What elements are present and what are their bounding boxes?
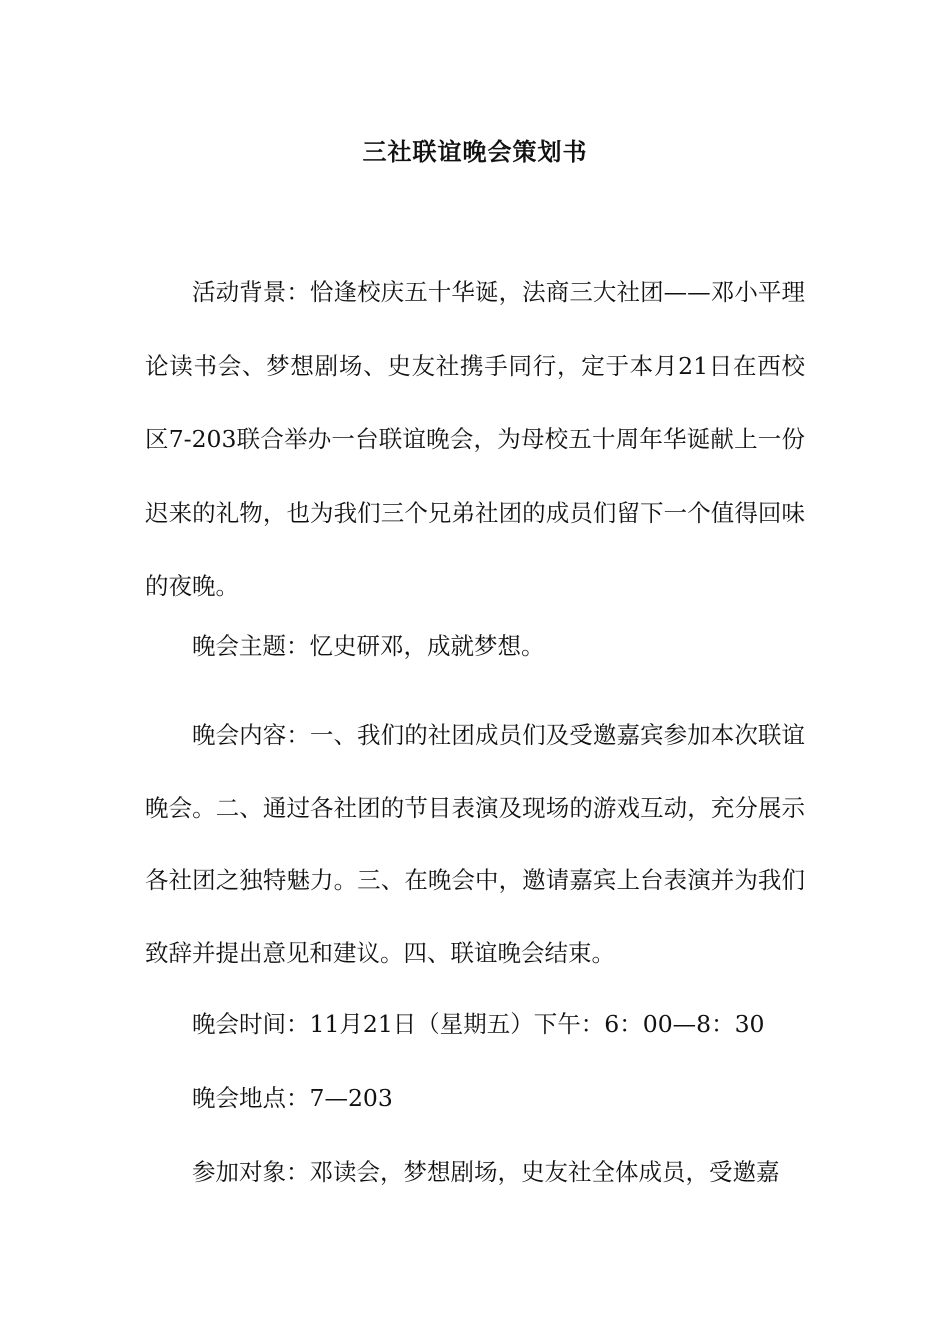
paragraph-background: 活动背景：恰逢校庆五十华诞，法商三大社团——邓小平理论读书会、梦想剧场、史友社携手同行，定于本月21日在西校区7-203联合举办一台联谊晚会，为母校五十周年华诞献上一份迟来的礼物，也为我们三个兄弟社团的成员们留下一个值得回味的夜晚。: [145, 278, 805, 600]
paragraph-content: 晚会内容：一、我们的社团成员们及受邀嘉宾参加本次联谊晚会。二、通过各社团的节目表演及现场的游戏互动，充分展示各社团之独特魅力。三、在晚会中，邀请嘉宾上台表演并为我们致辞并提出意见和建议。四、联谊晚会结束。: [145, 721, 805, 967]
paragraph-time: 晚会时间：11月21日（星期五）下午：6：00—8：30: [192, 1010, 765, 1038]
document-title: 三社联谊晚会策划书: [362, 137, 588, 166]
paragraph-place: 晚会地点：7—203: [192, 1084, 393, 1112]
paragraph-theme: 晚会主题：忆史研邓，成就梦想。: [192, 632, 545, 660]
paragraph-participants: 参加对象：邓读会，梦想剧场，史友社全体成员，受邀嘉: [192, 1158, 780, 1186]
